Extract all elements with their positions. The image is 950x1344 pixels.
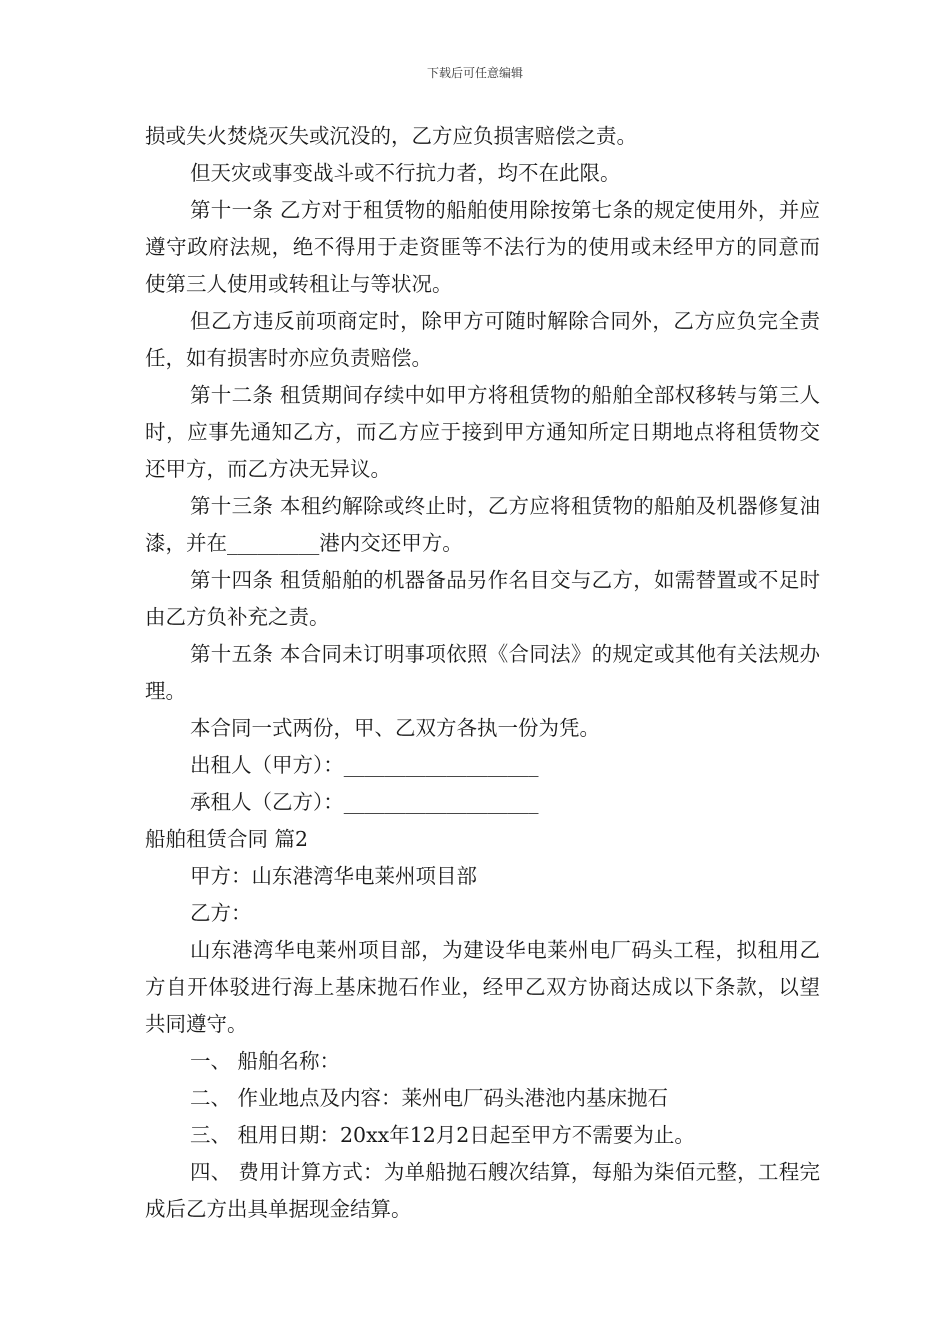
list-item: 三、 租用日期：20xx年12月2日起至甲方不需要为止。 (190, 1123, 695, 1147)
list-item: 四、 费用计算方式：为单船抛石艘次结算，每船为柒佰元整，工程完成后乙方出具单据现金结算。 (145, 1160, 820, 1221)
lessor-signature-line: 出租人（甲方）：___________________ (190, 753, 539, 777)
list-item: 二、 作业地点及内容：莱州电厂码头港池内基床抛石 (190, 1086, 669, 1110)
paragraph: 但天灾或事变战斗或不行抗力者，均不在此限。 (190, 161, 621, 185)
document-body (145, 118, 820, 1228)
clause-11: 第十一条 乙方对于租赁物的船舶使用除按第七条的规定使用外，并应遵守政府法规，绝不得用于走资匪等不法行为的使用或未经甲方的同意而使第三人使用或转租让与等状况。 (145, 198, 820, 296)
paragraph: 损或失火焚烧灭失或沉没的，乙方应负损害赔偿之责。 (145, 124, 637, 148)
clause-14: 第十四条 租赁船舶的机器备品另作名目交与乙方，如需替置或不足时由乙方负补充之责。 (145, 568, 820, 629)
paragraph: 但乙方违反前项商定时，除甲方可随时解除合同外，乙方应负完全责任，如有损害时亦应负责赔偿。 (145, 309, 820, 370)
section-title: 船舶租赁合同 篇2 (145, 827, 309, 851)
clause-13: 第十三条 本租约解除或终止时，乙方应将租赁物的船舶及机器修复油漆，并在_________港内交还甲方。 (145, 494, 820, 555)
party-b: 乙方： (190, 901, 252, 925)
paragraph: 山东港湾华电莱州项目部，为建设华电莱州电厂码头工程，拟租用乙方自开体驳进行海上基床抛石作业，经甲乙双方协商达成以下条款，以望共同遵守。 (145, 938, 820, 1036)
lessee-signature-line: 承租人（乙方）：___________________ (190, 790, 539, 814)
clause-15: 第十五条 本合同未订明事项依照《合同法》的规定或其他有关法规办理。 (145, 642, 820, 703)
paragraph: 本合同一式两份，甲、乙双方各执一份为凭。 (190, 716, 600, 740)
clause-12: 第十二条 租赁期间存续中如甲方将租赁物的船舶全部权移转与第三人时，应事先通知乙方，而乙方应于接到甲方通知所定日期地点将租赁物交还甲方，而乙方决无异议。 (145, 383, 820, 481)
page-header-note: 下载后可任意编辑 (426, 66, 523, 80)
list-item: 一、 船舶名称： (190, 1049, 341, 1073)
party-a: 甲方：山东港湾华电莱州项目部 (190, 864, 477, 888)
